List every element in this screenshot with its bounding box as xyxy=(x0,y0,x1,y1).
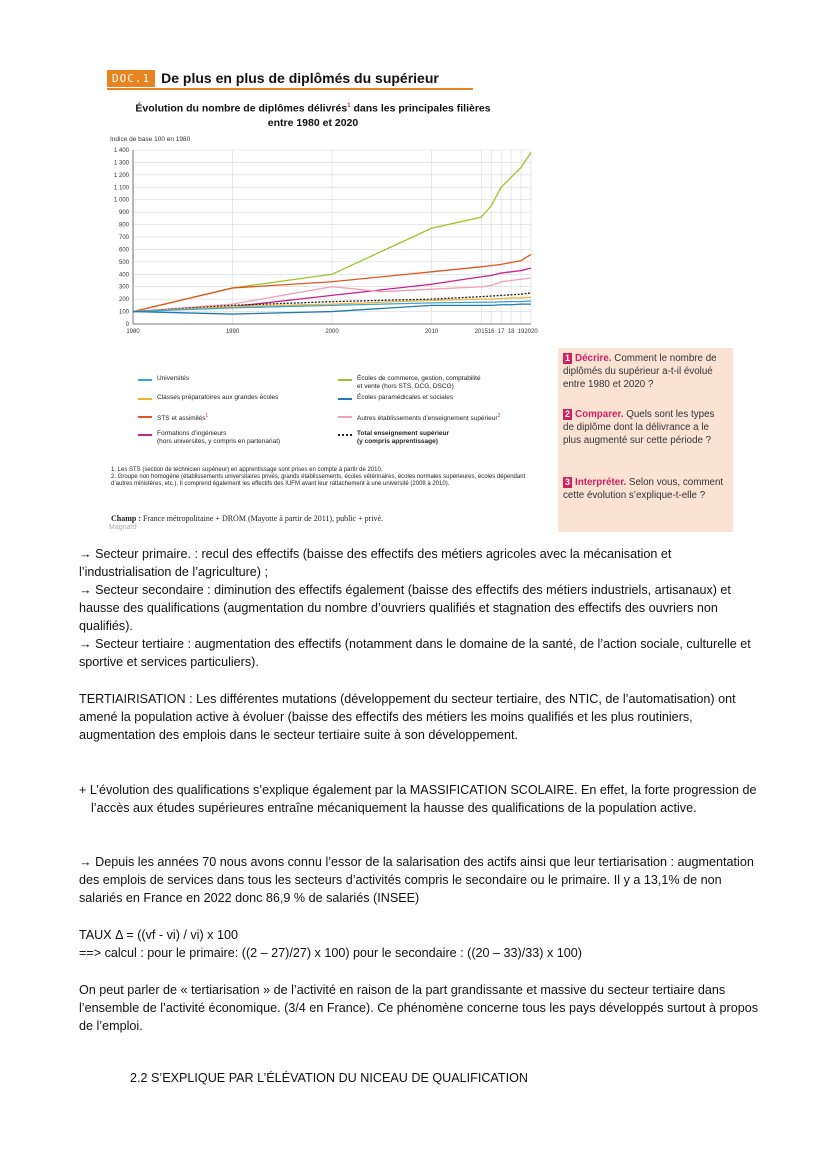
legend-swatch xyxy=(338,434,352,436)
legend-label: Écoles paramédicales et sociales xyxy=(357,394,454,401)
x-tick-label: 16 xyxy=(487,329,495,335)
y-tick-label: 500 xyxy=(118,259,129,266)
question-3 xyxy=(563,476,728,502)
paragraph-secondary: → Secteur secondaire : diminution des effectifs également (baisse des effectifs des métiers industriels, artisanaux) et hausse des qualifications (augmentation du nombre d’ouvriers qualifiés et stagnation des effectifs des ouvriers non qualifiés). xyxy=(79,583,731,633)
y-tick-label: 300 xyxy=(118,284,129,291)
legend-swatch xyxy=(138,434,152,436)
calculation-line: ==> calcul : pour le primaire: ((2 – 27)/27) x 100) pour le secondaire : ((20 – 33)/33) x 100) xyxy=(79,946,582,960)
publisher-watermark: Magnard xyxy=(109,524,137,531)
x-tick-label: 1980 xyxy=(126,329,140,335)
paragraph-salarisation: → Depuis les années 70 nous avons connu l’essor de la salarisation des actifs ainsi que leur tertiarisation : augmentation des emplois de services dans tous les secteurs d’activités compris le secondaire ou le primaire. Il y a 13,1% de non salariés en France en 2022 donc 86,9 % de salariés (INSEE) xyxy=(79,855,754,905)
x-tick-label: 1990 xyxy=(225,329,240,335)
legend-item xyxy=(138,375,189,383)
legend-item xyxy=(138,412,208,423)
question-number: 2 xyxy=(565,409,571,419)
x-tick-label: 2010 xyxy=(424,329,439,335)
legend-label: Classes préparatoires aux grandes écoles xyxy=(157,394,279,401)
legend-item xyxy=(138,430,280,446)
champ-line xyxy=(111,514,383,523)
y-tick-label: 700 xyxy=(118,235,129,241)
y-tick-label: 1 300 xyxy=(113,160,129,167)
y-tick-label: 400 xyxy=(118,272,129,279)
y-tick-label: 1 100 xyxy=(113,185,129,192)
y-tick-label: 800 xyxy=(118,222,129,229)
legend-sup: 2 xyxy=(497,413,501,419)
paragraph-tertiairisation: TERTIAIRISATION : Les différentes mutations (développement du secteur tertiaire, des NTIC, de l’automatisation) ont amené la population active à évoluer (baisse des effectifs des métiers les moins qualifiés et les plus routiniers, augmentation des emplois dans le secteur tertiaire suite à son développement. xyxy=(79,692,736,742)
legend-swatch xyxy=(138,379,152,381)
doc-title: De plus en plus de diplômés du supérieur xyxy=(161,70,439,86)
formula-line: TAUX Δ = ((vf - vi) / vi) x 100 xyxy=(79,928,238,942)
question-keyword: Comparer. xyxy=(575,409,624,420)
legend-swatch xyxy=(338,379,352,381)
chart-title-line1-end: dans les principales filières xyxy=(350,102,491,115)
question-keyword: Décrire. xyxy=(575,353,612,364)
champ-label: Champ : xyxy=(111,514,142,523)
legend-swatch xyxy=(338,416,352,418)
champ-text: France métropolitaine + DROM (Mayotte à partir de 2011), public + privé. xyxy=(141,514,384,523)
legend-swatch xyxy=(338,398,352,400)
questions-box xyxy=(558,348,733,532)
legend-swatch xyxy=(138,398,152,400)
sector-paragraphs xyxy=(79,545,759,671)
legend-label: Autres établissements d’enseignement supérieur$^2$ xyxy=(357,413,501,423)
legend-item xyxy=(338,375,481,391)
x-tick-label: 18 xyxy=(507,329,515,335)
legend-sup: 1 xyxy=(205,413,209,419)
y-tick-label: 1 400 xyxy=(113,148,129,154)
question-number: 1 xyxy=(565,353,571,363)
question-text: Selon vous, comment cette évolution s’explique-t-elle ? xyxy=(563,477,724,501)
chart-title xyxy=(113,99,513,130)
footnote-2: 2. Groupe non homogène (établissements universitaires privés, grands établissements, écoles vétérinaires, écoles normales supérieures, écoles dépendant d’autres ministères, etc.). Il comprend également les effectifs des IUFM avant leur rattachement à une université (2008 à 2010). xyxy=(111,474,526,488)
footnotes xyxy=(111,467,531,489)
question-text: Quels sont les types de diplôme dont la délivrance a le plus augmenté sur cette période ? xyxy=(563,409,715,446)
document-figure xyxy=(103,62,733,532)
question-1 xyxy=(563,352,728,391)
y-tick-label: 1 200 xyxy=(113,172,129,179)
y-axis-label: Indice de base 100 en 1980 xyxy=(110,136,191,143)
chart-title-sup: 1 xyxy=(347,103,351,109)
taux-formula xyxy=(79,926,759,962)
legend-label: Total enseignement supérieur (y compris apprentissage) xyxy=(357,430,449,445)
x-tick-label: 2000 xyxy=(325,329,339,335)
y-tick-label: 1 000 xyxy=(113,197,129,204)
x-tick-label: 19 xyxy=(517,329,525,335)
legend-item xyxy=(338,394,453,402)
question-2 xyxy=(563,408,728,447)
x-tick-label: 17 xyxy=(497,329,505,335)
legend-label: STS et assimilés$^1$ xyxy=(157,413,209,423)
legend-label: Formations d’ingénieurs (hors universités, y compris en partenariat) xyxy=(157,430,281,445)
paragraph-tertiarisation-conclusion: On peut parler de « tertiarisation » de l’activité en raison de la part grandissante et massive du secteur tertiaire dans l’ensemble de l’activité économique. (3/4 en France). Ce phénomène concerne tous les pays développés surtout à propos de l’emploi. xyxy=(79,983,759,1033)
section-heading: 2.2 S’EXPLIQUE PAR L’ÉLÉVATION DU NICEAU DE QUALIFICATION xyxy=(130,1071,528,1085)
legend-swatch xyxy=(138,416,152,418)
question-number: 3 xyxy=(565,477,571,487)
paragraph-tertiary: → Secteur tertiaire : augmentation des effectifs (notamment dans le domaine de la santé, de l’action sociale, culturelle et sportive et services particuliers). xyxy=(79,637,751,669)
doc-tag: DOC.1 xyxy=(107,70,155,87)
y-tick-label: 200 xyxy=(118,297,129,304)
question-keyword: Interpréter. xyxy=(575,477,627,488)
question-text: Comment le nombre de diplômés du supérieur a-t-il évolué entre 1980 et 2020 ? xyxy=(563,353,717,390)
y-tick-label: 600 xyxy=(118,247,129,254)
chart-title-line2: entre 1980 et 2020 xyxy=(267,116,359,129)
paragraph-primary: → Secteur primaire. : recul des effectifs (baisse des effectifs des métiers agricoles avec la mécanisation et l’industrialisation de l’agriculture) ; xyxy=(79,547,672,579)
y-tick-label: 0 xyxy=(125,322,129,328)
x-tick-label: 2020 xyxy=(524,329,538,335)
footnote-1: 1. Les STS (section de technicien supérieur) en apprentissage sont prises en compte à partir de 2010. xyxy=(111,467,383,473)
legend-label: Universités xyxy=(157,375,190,382)
legend-item xyxy=(338,412,500,423)
x-tick-label: 2015 xyxy=(474,329,488,335)
chart-title-line1: Évolution du nombre de diplômes délivrés xyxy=(135,102,348,115)
doc-title-underline xyxy=(107,88,473,90)
y-tick-label: 900 xyxy=(118,210,129,217)
line-chart xyxy=(103,142,558,342)
legend-label: Écoles de commerce, gestion, comptabilité et vente (hors STS, DCG, DSCG) xyxy=(357,375,481,390)
y-tick-label: 100 xyxy=(118,309,129,316)
legend-item xyxy=(338,430,449,446)
paragraph-massification: + L’évolution des qualifications s’explique également par la MASSIFICATION SCOLAIRE. En effet, la forte progression de l’accès aux études supérieures entraîne mécaniquement la hausse des qualifications de la population active. xyxy=(79,783,757,815)
doc-header xyxy=(107,67,439,89)
legend-item xyxy=(138,394,278,402)
